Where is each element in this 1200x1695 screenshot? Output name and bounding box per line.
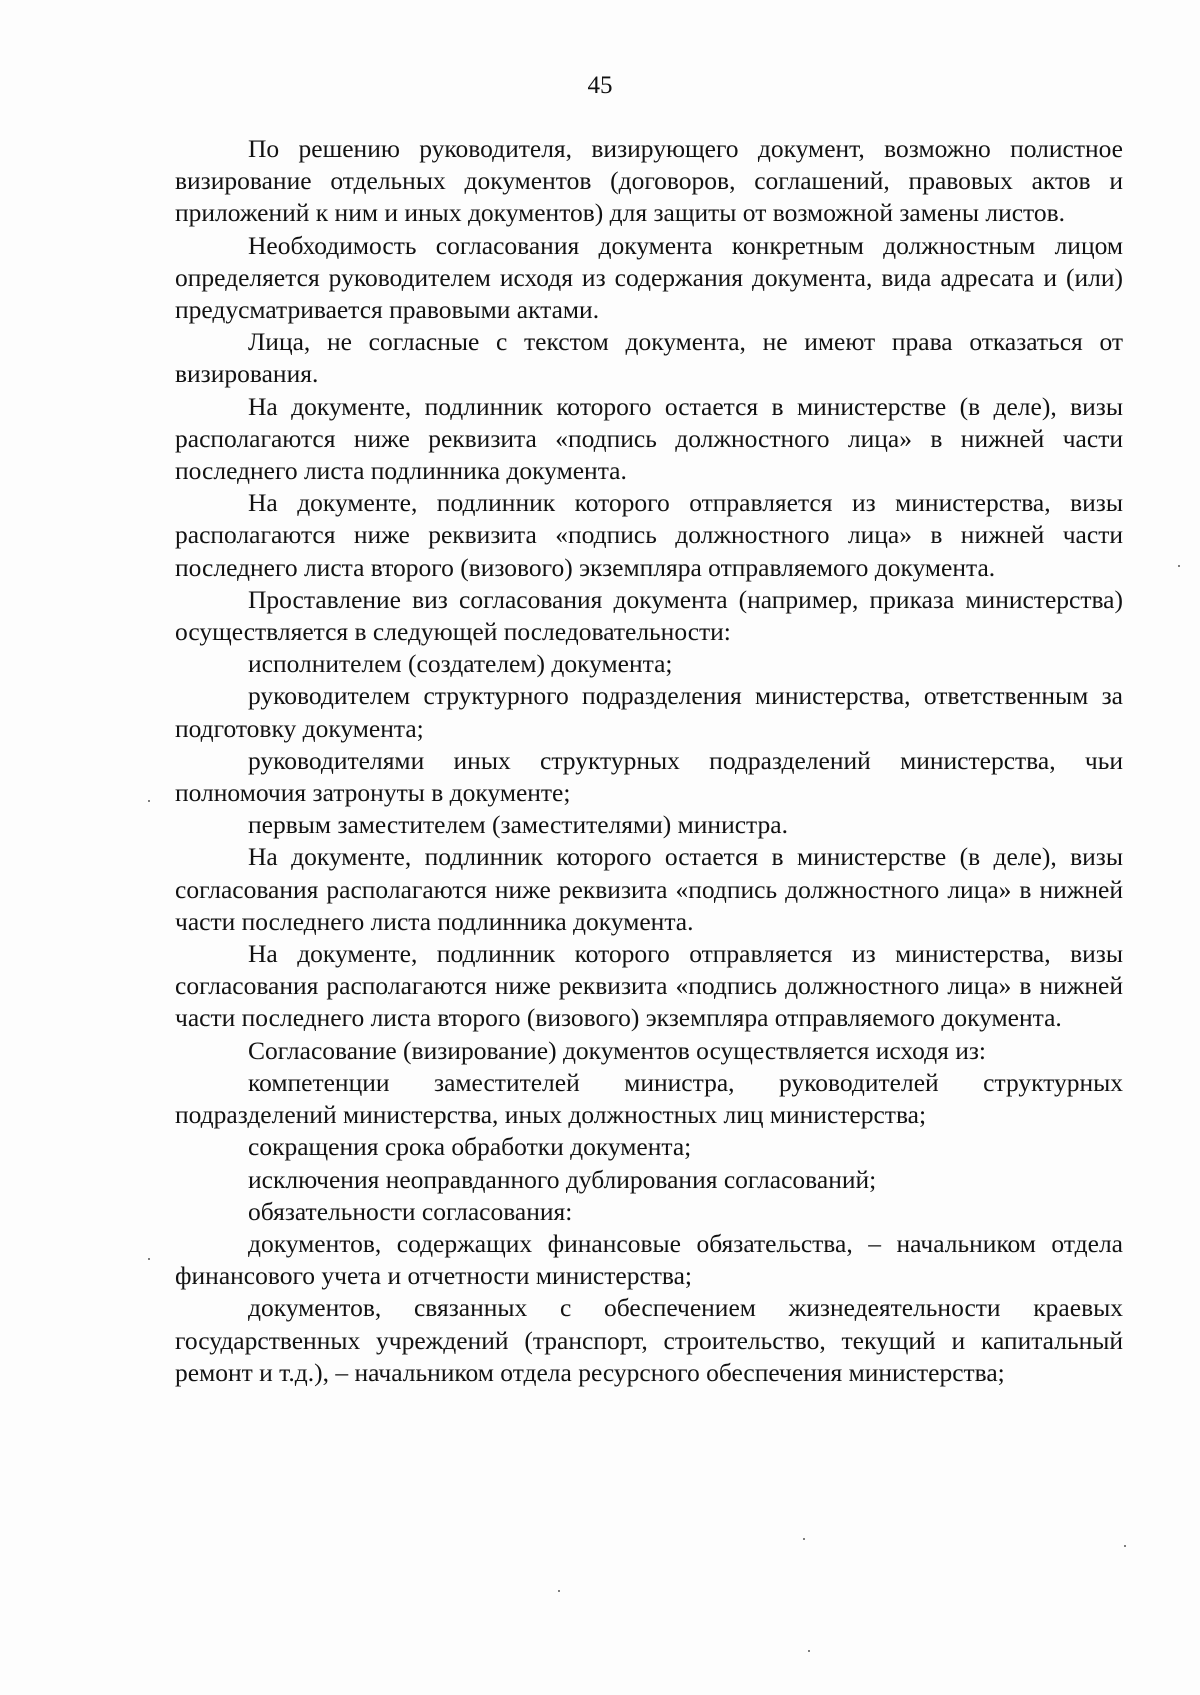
paragraph-page-by-page-approval: По решению руководителя, визирующего документ, возможно полистное визирование отдельных документов (договоров, соглашений, правовых актов и приложений к ним и иных документов) для защиты от возможной замены листов. bbox=[175, 134, 1123, 228]
list-item-first-deputy: первым заместителем (заместителями) министра. bbox=[248, 810, 788, 840]
page-number: 45 bbox=[587, 72, 613, 99]
scan-speck bbox=[1178, 565, 1180, 567]
list-item-duplication: исключения неоправданного дублирования согласований; bbox=[248, 1164, 877, 1194]
paragraph-approval-sequence: Проставление виз согласования документа (например, приказа министерства) осуществляется в следующей последовательности: bbox=[175, 584, 1123, 647]
scan-speck bbox=[803, 1538, 805, 1540]
scan-speck bbox=[808, 1650, 810, 1652]
paragraph-original-kept-approval-visas: На документе, подлинник которого остается в министерстве (в деле), визы согласования располагаются ниже реквизита «подпись должностного лица» в нижней части последнего листа подлинника документа. bbox=[175, 842, 1123, 936]
list-item-competence: компетенции заместителей министра, руководителей структурных подразделений министерства, иных должностных лиц министерства; bbox=[175, 1067, 1123, 1130]
paragraph-original-sent-approval-visas: На документе, подлинник которого отправляется из министерства, визы согласования располагаются ниже реквизита «подпись должностного лица» в нижней части последнего листа второго (визового) экземпляра отправляемого документа. bbox=[175, 939, 1123, 1033]
paragraph-approval-basis: Согласование (визирование) документов осуществляется исходя из: bbox=[248, 1035, 987, 1065]
scan-speck bbox=[1124, 1545, 1126, 1547]
paragraph-original-kept-visas: На документе, подлинник которого остается в министерстве (в деле), визы располагаются ниже реквизита «подпись должностного лица» в нижней части последнего листа подлинника документа. bbox=[175, 391, 1123, 486]
paragraph-approval-necessity: Необходимость согласования документа конкретным должностным лицом определяется руководителем исходя из содержания документа, вида адресата и (или) предусматривается правовыми актами. bbox=[175, 230, 1123, 325]
list-item-processing-time: сокращения срока обработки документа; bbox=[248, 1132, 692, 1162]
paragraph-disagreeing-persons: Лица, не согласные с текстом документа, не имеют права отказаться от визирования. bbox=[175, 327, 1123, 389]
scan-speck bbox=[558, 1590, 560, 1592]
list-item-financial-documents: документов, содержащих финансовые обязательства, – начальником отдела финансового учета и отчетности министерства; bbox=[175, 1228, 1123, 1291]
list-item-support-documents: документов, связанных с обеспечением жизнедеятельности краевых государственных учреждений (транспорт, строительство, текущий и капитальный ремонт и т.д.), – начальником отдела ресурсного обеспечения министерства; bbox=[175, 1293, 1123, 1387]
scan-speck bbox=[148, 1258, 150, 1260]
paragraph-original-sent-visas: На документе, подлинник которого отправляется из министерства, визы располагаются ниже реквизита «подпись должностного лица» в нижней части последнего листа второго (визового) экземпляра отправляемого документа. bbox=[175, 488, 1123, 582]
scan-speck bbox=[148, 800, 150, 802]
list-item-mandatory-approval: обязательности согласования: bbox=[248, 1196, 573, 1226]
document-body bbox=[175, 133, 1123, 1389]
list-item-other-heads: руководителями иных структурных подразделений министерства, чьи полномочия затронуты в документе; bbox=[175, 745, 1123, 808]
list-item-structural-head: руководителем структурного подразделения министерства, ответственным за подготовку документа; bbox=[175, 681, 1123, 743]
list-item-executor: исполнителем (создателем) документа; bbox=[248, 649, 673, 679]
